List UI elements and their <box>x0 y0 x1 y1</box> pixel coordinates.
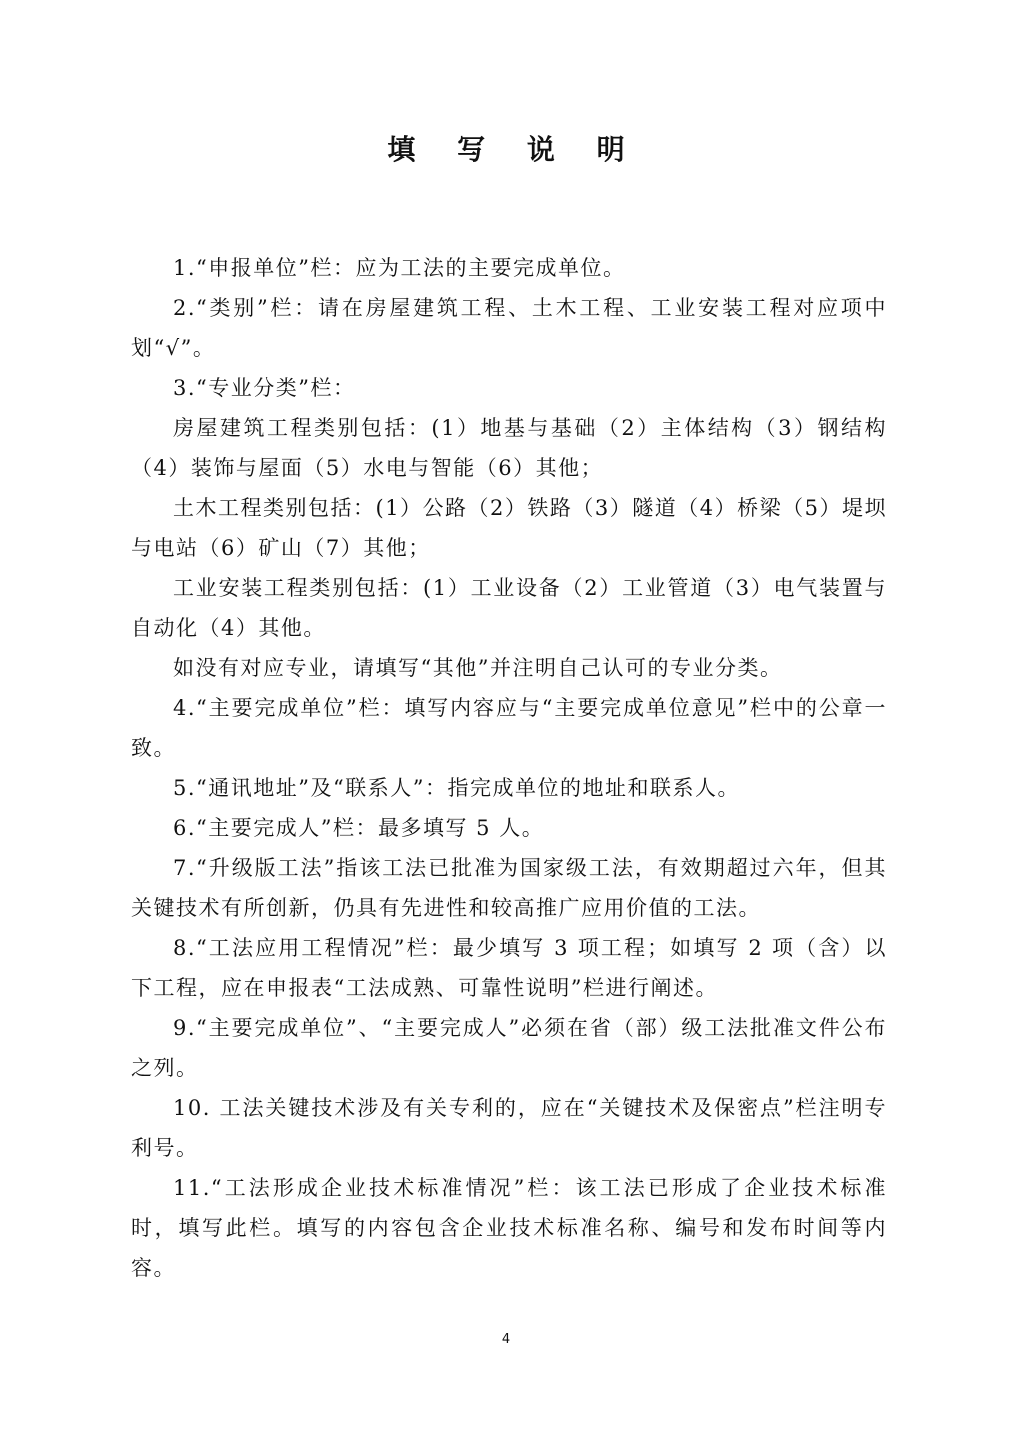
instruction-paragraph: 土木工程类别包括：(1）公路（2）铁路（3）隧道（4）桥梁（5）堤坝与电站（6）矿山（7）其他； <box>131 496 887 560</box>
instruction-paragraph: 1.“申报单位”栏：应为工法的主要完成单位。 <box>173 256 626 280</box>
instruction-paragraph: 5.“通讯地址”及“联系人”：指完成单位的地址和联系人。 <box>173 776 740 800</box>
instruction-paragraph: 2.“类别”栏：请在房屋建筑工程、土木工程、工业安装工程对应项中划“√”。 <box>131 296 887 360</box>
instruction-paragraph: 8.“工法应用工程情况”栏：最少填写 3 项工程；如填写 2 项（含）以下工程，应在申报表“工法成熟、可靠性说明”栏进行阐述。 <box>131 936 887 1000</box>
instruction-paragraph: 7.“升级版工法”指该工法已批准为国家级工法，有效期超过六年，但其关键技术有所创新，仍具有先进性和较高推广应用价值的工法。 <box>131 856 887 920</box>
instruction-paragraph: 房屋建筑工程类别包括：(1）地基与基础（2）主体结构（3）钢结构（4）装饰与屋面（5）水电与智能（6）其他； <box>131 416 887 480</box>
instruction-paragraph: 工业安装工程类别包括：(1）工业设备（2）工业管道（3）电气装置与自动化（4）其他。 <box>131 576 887 640</box>
instructions-body <box>131 248 887 1288</box>
instruction-paragraph: 3.“专业分类”栏： <box>173 376 356 400</box>
instruction-paragraph: 10. 工法关键技术涉及有关专利的，应在“关键技术及保密点”栏注明专利号。 <box>131 1096 887 1160</box>
instruction-paragraph: 如没有对应专业，请填写“其他”并注明自己认可的专业分类。 <box>173 656 783 680</box>
instruction-paragraph: 11.“工法形成企业技术标准情况”栏：该工法已形成了企业技术标准时，填写此栏。填写的内容包含企业技术标准名称、编号和发布时间等内容。 <box>131 1176 887 1280</box>
page-number: 4 <box>501 1332 511 1347</box>
instruction-paragraph: 6.“主要完成人”栏：最多填写 5 人。 <box>173 816 545 840</box>
instruction-paragraph: 4.“主要完成单位”栏：填写内容应与“主要完成单位意见”栏中的公章一致。 <box>131 696 887 760</box>
instruction-paragraph: 9.“主要完成单位”、“主要完成人”必须在省（部）级工法批准文件公布之列。 <box>131 1016 887 1080</box>
page-title: 填 写 说 明 <box>387 133 641 166</box>
